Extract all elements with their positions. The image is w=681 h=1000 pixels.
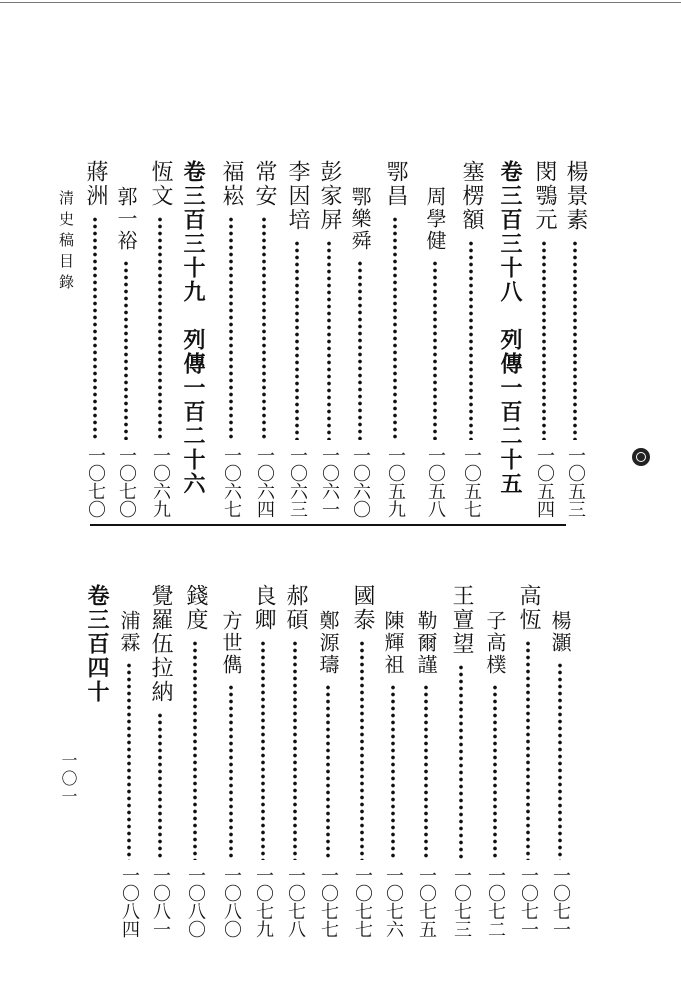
page-number: 一〇六四 — [254, 446, 275, 518]
dot-leader — [292, 640, 298, 860]
entry-name: 良卿 — [251, 584, 276, 632]
dot-leader — [326, 240, 332, 440]
dot-leader — [423, 684, 429, 860]
entry-name: 國泰 — [350, 584, 375, 632]
entry-name: 常安 — [252, 160, 277, 208]
entry-name: 方世儁 — [219, 610, 243, 676]
entry-name: 彭家屏 — [317, 160, 342, 232]
dot-leader — [260, 640, 266, 860]
dot-leader — [492, 684, 498, 860]
entry-name: 郭一裕 — [114, 186, 138, 252]
page-number: 一〇五八 — [425, 446, 446, 518]
page-number: 一〇五四 — [534, 446, 555, 518]
page-number: 一〇八四 — [119, 866, 140, 938]
dot-leader — [126, 662, 132, 860]
dot-leader — [392, 216, 398, 440]
page-number: 一〇八一 — [150, 866, 171, 938]
running-head: 清史稿目錄 — [57, 190, 75, 295]
page-number: 一〇七七 — [352, 866, 373, 938]
dot-leader — [92, 216, 98, 440]
entry-name: 王亶望 — [449, 584, 474, 656]
dot-leader — [468, 240, 474, 440]
entry-name: 錢度 — [183, 584, 208, 632]
dot-leader — [458, 664, 464, 860]
dot-leader — [123, 260, 129, 440]
page-number: 一〇七九 — [253, 866, 274, 938]
page-number: 一〇七一 — [518, 866, 539, 938]
dot-leader — [525, 640, 531, 860]
dot-leader — [261, 216, 267, 440]
page-number: 一〇七八 — [285, 866, 306, 938]
folio-number: 一〇一 — [59, 752, 78, 806]
seal-mark — [632, 448, 650, 466]
page-number: 一〇七六 — [383, 866, 404, 938]
page-number: 一〇七五 — [416, 866, 437, 938]
page-number: 一〇七〇 — [85, 446, 106, 518]
entry-name: 高恆 — [516, 584, 541, 632]
entry-name: 郝碩 — [283, 584, 308, 632]
entry-name: 恆文 — [148, 160, 173, 208]
dot-leader — [157, 216, 163, 440]
entry-name: 子高樸 — [483, 610, 507, 676]
page-number: 一〇七〇 — [116, 446, 137, 518]
dot-leader — [157, 712, 163, 860]
volume-heading: 卷三百三十八 列傳一百二十五 — [497, 160, 523, 496]
page-number: 一〇六一 — [319, 446, 340, 518]
dot-leader — [557, 662, 563, 860]
dot-leader — [294, 240, 300, 440]
dot-leader — [325, 684, 331, 860]
page-number: 一〇七二 — [485, 866, 506, 938]
entry-name: 蔣洲 — [83, 160, 108, 208]
dot-leader — [432, 260, 438, 440]
page-number: 一〇六七 — [221, 446, 242, 518]
dot-leader — [359, 640, 365, 860]
dot-leader — [192, 640, 198, 860]
entry-name: 閔鶚元 — [532, 160, 557, 232]
page-number: 一〇七七 — [318, 866, 339, 938]
page-number: 一〇七一 — [550, 866, 571, 938]
entry-name: 塞楞額 — [459, 160, 484, 232]
dot-leader — [390, 684, 396, 860]
volume-heading: 卷三百三十九 列傳一百二十六 — [180, 160, 206, 496]
entry-name: 鄂昌 — [383, 160, 408, 208]
page-number: 一〇五三 — [565, 446, 586, 518]
entry-name: 福崧 — [219, 160, 244, 208]
page-number: 一〇六三 — [287, 446, 308, 518]
entry-name: 李因培 — [285, 160, 310, 232]
dot-leader — [572, 240, 578, 440]
dot-leader — [228, 216, 234, 440]
entry-name: 鄂樂舜 — [348, 186, 372, 252]
entry-name: 楊景素 — [563, 160, 588, 232]
page-number: 一〇五七 — [461, 446, 482, 518]
entry-name: 陳輝祖 — [381, 610, 405, 676]
dot-leader — [228, 684, 234, 860]
top-rule — [0, 2, 681, 3]
entry-name: 鄭源璹 — [316, 610, 340, 676]
page-number: 一〇八〇 — [185, 866, 206, 938]
entry-name: 覺羅伍拉納 — [148, 584, 173, 704]
volume-heading: 卷三百四十 — [84, 584, 110, 704]
page-number: 一〇六〇 — [350, 446, 371, 518]
entry-name: 浦霖 — [117, 610, 141, 654]
page-number: 一〇六九 — [150, 446, 171, 518]
entry-name: 勒爾謹 — [414, 610, 438, 676]
page-number: 一〇五九 — [385, 446, 406, 518]
entry-name: 楊灝 — [548, 610, 572, 654]
section-divider — [90, 524, 566, 526]
dot-leader — [541, 240, 547, 440]
page-number: 一〇七三 — [451, 866, 472, 938]
page-number: 一〇八〇 — [221, 866, 242, 938]
dot-leader — [357, 260, 363, 440]
entry-name: 周學健 — [423, 186, 447, 252]
